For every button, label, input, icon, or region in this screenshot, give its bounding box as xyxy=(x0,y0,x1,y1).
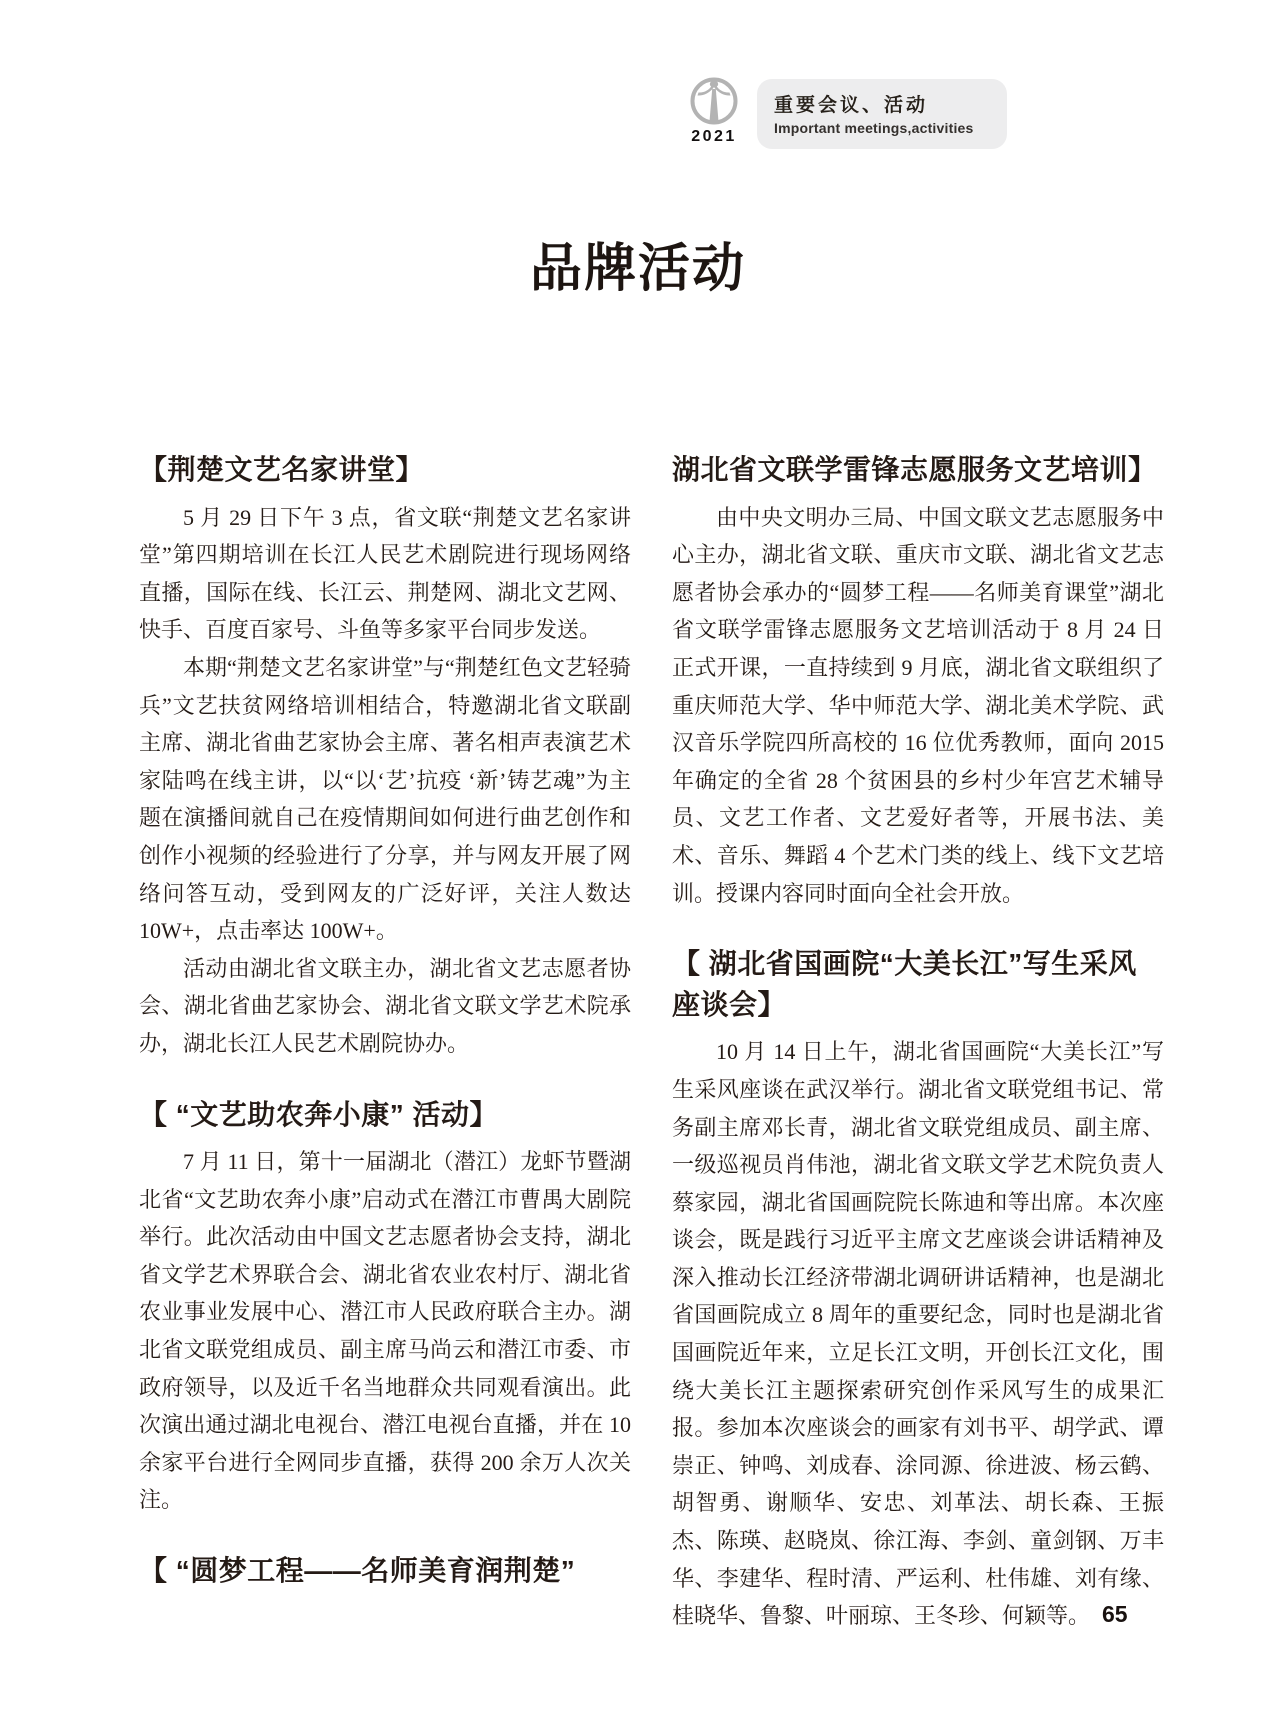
logo-year: 2021 xyxy=(691,128,737,145)
federation-logo xyxy=(687,76,741,146)
section-heading-jingchu-lecture: 【荆楚文艺名家讲堂】 xyxy=(139,454,425,485)
column-left xyxy=(139,450,631,1600)
federation-emblem-icon xyxy=(687,76,741,126)
section-heading-dream-project: 【 “圆梦工程——名师美育润荆楚” xyxy=(139,1555,576,1587)
paragraph: 由中央文明办三局、中国文联文艺志愿服务中心主办，湖北省文联、重庆市文联、湖北省文艺志愿者协会承办的“圆梦工程——名师美育课堂”湖北省文联学雷锋志愿服务文艺培训活动于 8 月 24 日正式开课，一直持续到 9 月底，湖北省文联组织了重庆师范大学、华中师范大学、湖北美术学院、武汉音乐学院四所高校的 16 位优秀教师，面向 2015 年确定的全省 28 个贫困县的乡村少年宫艺术辅导员、文艺工作者、文艺爱好者等，开展书法、美术、音乐、舞蹈 4 个艺术门类的线上、线下文艺培训。授课内容同时面向全社会开放。 xyxy=(672,504,1164,906)
paragraph: 本期“荆楚文艺名家讲堂”与“荆楚红色文艺轻骑兵”文艺扶贫网络培训相结合，特邀湖北省文联副主席、湖北省曲艺家协会主席、著名相声表演艺术家陆鸣在线主讲，以“以‘艺’抗疫 ‘新’铸艺魂”为主题在演播间就自己在疫情期间如何进行曲艺创作和创作小视频的经验进行了分享，并与网友开展了网络问答互动，受到网友的广泛好评，关注人数达 10W+，点击率达 100W+。 xyxy=(139,654,631,944)
paragraph: 7 月 11 日，第十一届湖北（潜江）龙虾节暨湖北省“文艺助农奔小康”启动式在潜江市曹禺大剧院举行。此次活动由中国文艺志愿者协会支持，湖北省文学艺术界联合会、湖北省农业农村厅、湖北省农业事业发展中心、潜江市人民政府联合主办。湖北省文联党组成员、副主席马尚云和潜江市委、市政府领导，以及近千名当地群众共同观看演出。此次演出通过湖北电视台、潜江电视台直播，并在 10 余家平台进行全网同步直播，获得 200 余万人次关注。 xyxy=(139,1149,631,1513)
page-title: 品牌活动 xyxy=(529,241,746,298)
paragraph: 5 月 29 日下午 3 点，省文联“荆楚文艺名家讲堂”第四期培训在长江人民艺术剧院进行现场网络直播，国际在线、长江云、荆楚网、湖北文艺网、快手、百度百家号、斗鱼等多家平台同步发送。 xyxy=(139,504,631,643)
section-heading-art-aid-farmers: 【 “文艺助农奔小康” 活动】 xyxy=(139,1098,499,1130)
section-heading-dream-project-continued: 湖北省文联学雷锋志愿服务文艺培训】 xyxy=(672,454,1157,485)
paragraph: 活动由湖北省文联主办，湖北省文艺志愿者协会、湖北省曲艺家协会、湖北省文联文学艺术院承办，湖北长江人民艺术剧院协办。 xyxy=(139,955,631,1056)
banner-title-zh: 重要会议、活动 xyxy=(774,95,929,116)
section-heading-great-yangtze-symposium: 【 湖北省国画院“大美长江”写生采风座谈会】 xyxy=(672,948,1137,1020)
page-number: 65 xyxy=(1102,1601,1128,1627)
header-banner xyxy=(757,79,1007,149)
banner-title-en: Important meetings,activities xyxy=(774,120,974,136)
paragraph: 10 月 14 日上午，湖北省国画院“大美长江”写生采风座谈在武汉举行。湖北省文联党组书记、常务副主席邓长青，湖北省文联党组成员、副主席、一级巡视员肖伟池，湖北省文联文学艺术院负责人蔡家园，湖北省国画院院长陈迪和等出席。本次座谈会，既是践行习近平主席文艺座谈会讲话精神及深入推动长江经济带湖北调研讲话精神，也是湖北省国画院成立 8 周年的重要纪念，同时也是湖北省国画院近年来，立足长江文明，开创长江文化，围绕大美长江主题探索研究创作采风写生的成果汇报。参加本次座谈会的画家有刘书平、胡学武、谭崇正、钟鸣、刘成春、涂同源、徐进波、杨云鹤、胡智勇、谢顺华、安忠、刘革法、胡长森、王振杰、陈瑛、赵晓岚、徐江海、李剑、童剑钢、万丰华、李建华、程时清、严运利、杜伟雄、刘有缘、桂晓华、鲁黎、叶丽琼、王冬珍、何颖等。 xyxy=(672,1039,1164,1629)
column-right xyxy=(672,450,1164,1635)
